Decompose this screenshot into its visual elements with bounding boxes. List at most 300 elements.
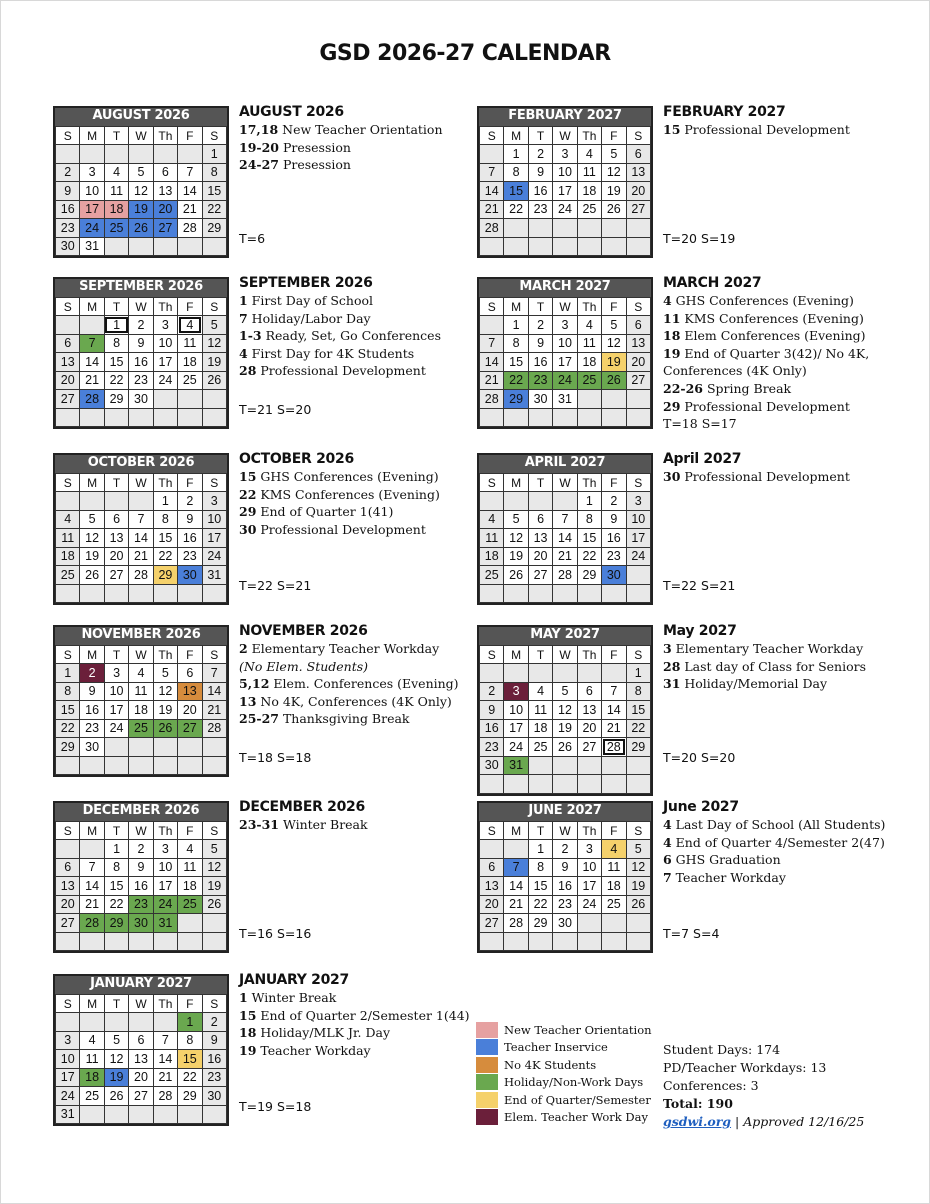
empty-cell: [104, 1105, 128, 1124]
weekday-header: Th: [153, 822, 177, 840]
empty-cell: [577, 756, 601, 775]
day-cell: 23: [528, 200, 552, 219]
empty-cell: [577, 914, 601, 933]
day-cell: 3: [202, 492, 226, 511]
day-cell: 1: [504, 145, 528, 164]
day-cell: 11: [577, 334, 601, 353]
day-cell: 16: [553, 877, 577, 896]
day-cell: 25: [480, 566, 504, 585]
day-cell: 17: [104, 701, 128, 720]
day-cell: 28: [129, 566, 153, 585]
day-cell: 27: [56, 390, 80, 409]
weekday-header: S: [56, 298, 80, 316]
day-cell: 3: [104, 664, 128, 683]
day-cell: 7: [153, 1031, 177, 1050]
note-date: 31: [663, 676, 681, 692]
day-cell: 23: [80, 719, 104, 738]
day-cell: 19: [602, 182, 626, 201]
month-totals: T=20 S=19: [663, 231, 736, 246]
day-cell: 10: [504, 701, 528, 720]
empty-cell: [80, 932, 104, 951]
note-date: 19-20: [239, 139, 279, 155]
weekday-header: F: [178, 127, 202, 145]
day-cell: 22: [178, 1068, 202, 1087]
note-text: First Day of School: [247, 293, 374, 308]
empty-cell: [504, 237, 528, 256]
weekday-header: W: [553, 822, 577, 840]
day-cell: 14: [202, 682, 226, 701]
note-date: 19: [239, 1042, 257, 1058]
day-cell: 13: [56, 353, 80, 372]
weekday-header: T: [528, 127, 552, 145]
day-cell: 23: [129, 895, 153, 914]
day-cell: 26: [129, 219, 153, 238]
empty-cell: [553, 408, 577, 427]
day-cell: 15: [104, 877, 128, 896]
day-cell: 9: [602, 510, 626, 529]
weekday-header: T: [104, 822, 128, 840]
note-date: 7: [239, 310, 248, 326]
day-cell: 28: [178, 219, 202, 238]
empty-cell: [80, 408, 104, 427]
notes-heading: May 2027: [663, 623, 737, 639]
day-cell: 24: [577, 895, 601, 914]
day-cell: 21: [129, 547, 153, 566]
month-totals: T=20 S=20: [663, 750, 736, 765]
weekday-header: S: [626, 127, 650, 145]
day-cell: 4: [577, 145, 601, 164]
note-text: New Teacher Orientation: [278, 122, 443, 137]
note-line: [663, 658, 903, 676]
day-cell: 12: [80, 529, 104, 548]
day-cell: 18: [104, 200, 128, 219]
day-cell: 17: [153, 353, 177, 372]
day-cell: 16: [129, 877, 153, 896]
day-cell: 26: [104, 1087, 128, 1106]
day-cell: 15: [202, 182, 226, 201]
note-text: Holiday/MLK Jr. Day: [256, 1025, 391, 1041]
note-text: Winter Break: [278, 817, 368, 832]
note-line: [239, 693, 479, 711]
empty-cell: [480, 145, 504, 164]
day-cell: 8: [178, 1031, 202, 1050]
day-cell: 16: [202, 1050, 226, 1069]
day-cell: 18: [129, 701, 153, 720]
day-cell: 29: [528, 914, 552, 933]
day-cell: 3: [504, 682, 528, 701]
day-cell: 17: [504, 719, 528, 738]
day-cell: 13: [178, 682, 202, 701]
note-line: [239, 468, 479, 486]
weekday-header: F: [178, 822, 202, 840]
legend-label: Holiday/Non-Work Days: [504, 1075, 644, 1090]
footer-line: [663, 1113, 864, 1131]
day-cell: 4: [178, 316, 202, 335]
day-cell: 9: [178, 510, 202, 529]
weekday-header: M: [80, 646, 104, 664]
empty-cell: [129, 408, 153, 427]
day-cell: 12: [202, 334, 226, 353]
day-cell: 23: [602, 547, 626, 566]
empty-cell: [577, 664, 601, 683]
note-text: Presession: [278, 139, 351, 155]
empty-cell: [202, 914, 226, 933]
day-cell: 4: [80, 1031, 104, 1050]
weekday-header: F: [602, 298, 626, 316]
empty-cell: [528, 775, 552, 794]
day-cell: 6: [626, 145, 650, 164]
note-date: 11: [663, 310, 681, 326]
note-line: [663, 869, 903, 887]
empty-cell: [178, 408, 202, 427]
legend-item: [476, 1091, 656, 1109]
day-cell: 22: [528, 895, 552, 914]
day-cell: 31: [553, 390, 577, 409]
day-cell: 30: [553, 914, 577, 933]
empty-cell: [129, 1013, 153, 1032]
day-cell: 29: [104, 390, 128, 409]
day-cell: 26: [202, 895, 226, 914]
month-calendar-feb: [477, 106, 653, 258]
empty-cell: [626, 775, 650, 794]
empty-cell: [626, 932, 650, 951]
month-notes-may: [663, 623, 903, 693]
weekday-header: Th: [153, 646, 177, 664]
day-cell: 30: [602, 566, 626, 585]
day-cell: 9: [129, 334, 153, 353]
empty-cell: [178, 932, 202, 951]
day-cell: 6: [56, 334, 80, 353]
day-cell: 12: [153, 682, 177, 701]
day-cell: 12: [104, 1050, 128, 1069]
note-line: [239, 1007, 479, 1025]
day-cell: 14: [153, 1050, 177, 1069]
weekday-header: W: [129, 474, 153, 492]
day-cell: 28: [480, 219, 504, 238]
weekday-header: Th: [577, 822, 601, 840]
note-date: 4: [239, 345, 248, 361]
day-cell: 22: [626, 719, 650, 738]
day-cell: 23: [178, 547, 202, 566]
month-calendar-jun: [477, 801, 653, 953]
weekday-header: W: [129, 298, 153, 316]
day-cell: 14: [80, 877, 104, 896]
note-date: 18: [663, 328, 681, 344]
day-cell: 19: [129, 200, 153, 219]
note-date: 22-26: [663, 380, 703, 396]
weekday-header: S: [626, 298, 650, 316]
day-cell: 21: [202, 701, 226, 720]
note-date: 18: [239, 1025, 257, 1041]
month-notes-aug: [239, 104, 479, 174]
note-date: 30: [239, 521, 257, 537]
empty-cell: [178, 914, 202, 933]
note-text: End of Quarter 2/Semester 1(44): [256, 1007, 470, 1023]
note-date: 3: [663, 641, 672, 656]
website-link[interactable]: gsdwi.org: [663, 1114, 732, 1129]
day-cell: 5: [602, 316, 626, 335]
day-cell: 31: [80, 237, 104, 256]
day-cell: 12: [602, 163, 626, 182]
day-cell: 17: [202, 529, 226, 548]
day-cell: 4: [528, 682, 552, 701]
empty-cell: [504, 664, 528, 683]
day-cell: 31: [202, 566, 226, 585]
day-cell: 21: [602, 719, 626, 738]
day-cell: 7: [602, 682, 626, 701]
day-cell: 8: [504, 334, 528, 353]
empty-cell: [80, 1013, 104, 1032]
day-cell: 1: [104, 316, 128, 335]
day-cell: 29: [104, 914, 128, 933]
empty-cell: [480, 932, 504, 951]
weekday-header: F: [602, 474, 626, 492]
weekday-header: W: [129, 822, 153, 840]
weekday-header: F: [602, 822, 626, 840]
month-calendar-nov: [53, 625, 229, 777]
weekday-header: S: [56, 127, 80, 145]
weekday-header: W: [129, 127, 153, 145]
note-line: [239, 658, 479, 676]
empty-cell: [480, 237, 504, 256]
day-cell: 1: [56, 664, 80, 683]
empty-cell: [129, 1105, 153, 1124]
empty-cell: [153, 1013, 177, 1032]
day-cell: 27: [153, 219, 177, 238]
day-cell: 13: [129, 1050, 153, 1069]
day-cell: 18: [480, 547, 504, 566]
day-cell: 19: [504, 547, 528, 566]
pd-days: PD/Teacher Workdays: 13: [663, 1060, 827, 1075]
month-totals: T=18 S=18: [239, 750, 312, 765]
day-cell: 16: [480, 719, 504, 738]
note-italic: (No Elem. Students): [239, 658, 369, 674]
empty-cell: [528, 756, 552, 775]
note-text: KMS Conferences (Evening): [256, 486, 440, 502]
day-cell: 16: [80, 701, 104, 720]
note-text: Holiday/Memorial Day: [680, 676, 828, 692]
note-text: Professional Development: [680, 398, 850, 414]
note-text: End of Quarter 3(42)/ No 4K,: [680, 345, 870, 361]
note-date: 22: [239, 486, 257, 502]
day-cell: 7: [80, 858, 104, 877]
note-line: [663, 362, 903, 380]
day-cell: 21: [504, 895, 528, 914]
empty-cell: [56, 316, 80, 335]
note-date: 1: [239, 293, 248, 308]
note-line: [239, 989, 479, 1007]
day-cell: 1: [626, 664, 650, 683]
legend-label: New Teacher Orientation: [504, 1022, 652, 1037]
month-name: NOVEMBER 2026: [55, 627, 227, 645]
empty-cell: [178, 390, 202, 409]
day-cell: 9: [202, 1031, 226, 1050]
notes-heading: OCTOBER 2026: [239, 451, 354, 467]
month-notes-sep: [239, 275, 479, 380]
day-cell: 16: [602, 529, 626, 548]
note-date: 4: [663, 817, 672, 832]
day-cell: 26: [626, 895, 650, 914]
day-cell: 10: [577, 858, 601, 877]
day-cell: 20: [56, 895, 80, 914]
empty-cell: [602, 914, 626, 933]
empty-cell: [528, 237, 552, 256]
day-cell: 30: [178, 566, 202, 585]
month-notes-dec: [239, 799, 479, 834]
empty-cell: [480, 775, 504, 794]
day-cell: 13: [528, 529, 552, 548]
day-cell: 8: [56, 682, 80, 701]
day-cell: 20: [56, 371, 80, 390]
day-cell: 25: [104, 219, 128, 238]
day-cell: 30: [528, 390, 552, 409]
weekday-header: S: [202, 995, 226, 1013]
day-cell: 6: [480, 858, 504, 877]
weekday-header: W: [553, 474, 577, 492]
empty-cell: [626, 237, 650, 256]
day-cell: 22: [504, 371, 528, 390]
day-cell: 25: [528, 738, 552, 757]
day-cell: 15: [178, 1050, 202, 1069]
day-cell: 13: [480, 877, 504, 896]
note-date: 28: [239, 363, 257, 379]
day-cell: 1: [577, 492, 601, 511]
note-text: Holiday/Labor Day: [247, 310, 371, 326]
day-cell: 25: [178, 895, 202, 914]
note-text: Elementary Teacher Workday: [247, 641, 440, 656]
note-line: [663, 345, 903, 363]
note-text: Presession: [278, 157, 351, 173]
weekday-header: T: [104, 127, 128, 145]
note-text: End of Quarter 4/Semester 2(47): [671, 834, 885, 850]
day-cell: 12: [202, 858, 226, 877]
empty-cell: [553, 237, 577, 256]
weekday-header: M: [80, 474, 104, 492]
day-cell: 26: [153, 719, 177, 738]
day-cell: 15: [528, 877, 552, 896]
day-cell: 25: [577, 371, 601, 390]
note-line: [239, 503, 479, 521]
day-cell: 28: [202, 719, 226, 738]
weekday-header: S: [202, 474, 226, 492]
note-text: First Day for 4K Students: [247, 345, 415, 361]
day-cell: 26: [602, 200, 626, 219]
weekday-header: T: [528, 474, 552, 492]
day-cell: 12: [626, 858, 650, 877]
empty-cell: [178, 584, 202, 603]
weekday-header: W: [553, 127, 577, 145]
month-calendar-dec: [53, 801, 229, 953]
month-totals: T=22 S=21: [239, 578, 312, 593]
day-cell: 19: [602, 353, 626, 372]
day-cell: 20: [129, 1068, 153, 1087]
note-text: Elem. Conferences (Evening): [269, 676, 459, 692]
note-date: 2: [239, 641, 248, 656]
day-cell: 16: [528, 353, 552, 372]
empty-cell: [577, 408, 601, 427]
day-cell: 25: [129, 719, 153, 738]
empty-cell: [80, 584, 104, 603]
day-cell: 7: [553, 510, 577, 529]
weekday-header: S: [202, 298, 226, 316]
empty-cell: [504, 408, 528, 427]
day-cell: 26: [504, 566, 528, 585]
empty-cell: [528, 408, 552, 427]
legend-item: [476, 1056, 656, 1074]
day-cell: 20: [577, 719, 601, 738]
day-cell: 25: [178, 371, 202, 390]
day-cell: 20: [104, 547, 128, 566]
weekday-header: S: [56, 995, 80, 1013]
note-line: [239, 310, 479, 328]
month-notes-nov: [239, 623, 479, 728]
note-date: 25-27: [239, 711, 279, 727]
month-calendar-may: [477, 625, 653, 796]
empty-cell: [129, 584, 153, 603]
empty-cell: [56, 756, 80, 775]
empty-cell: [178, 756, 202, 775]
weekday-header: T: [104, 474, 128, 492]
month-calendar-oct: [53, 453, 229, 605]
empty-cell: [153, 584, 177, 603]
legend-item: [476, 1021, 656, 1039]
weekday-header: S: [202, 646, 226, 664]
day-cell: 10: [80, 182, 104, 201]
month-calendar-mar: [477, 277, 653, 429]
day-cell: 10: [153, 334, 177, 353]
day-cell: 27: [626, 200, 650, 219]
weekday-header: S: [626, 822, 650, 840]
day-cell: 3: [553, 316, 577, 335]
month-totals: T=22 S=21: [663, 578, 736, 593]
conferences-count: Conferences: 3: [663, 1078, 759, 1093]
weekday-header: Th: [153, 995, 177, 1013]
empty-cell: [626, 756, 650, 775]
empty-cell: [626, 584, 650, 603]
legend-label: Elem. Teacher Work Day: [504, 1110, 648, 1125]
day-cell: 2: [178, 492, 202, 511]
empty-cell: [528, 932, 552, 951]
empty-cell: [104, 1013, 128, 1032]
note-text: Teacher Workday: [256, 1042, 371, 1058]
legend-item: [476, 1109, 656, 1127]
note-text: Ready, Set, Go Conferences: [261, 328, 441, 344]
day-cell: 24: [553, 371, 577, 390]
note-date: 17,18: [239, 122, 279, 137]
weekday-header: S: [626, 474, 650, 492]
empty-cell: [504, 492, 528, 511]
day-cell: 21: [553, 547, 577, 566]
empty-cell: [602, 237, 626, 256]
day-cell: 8: [104, 334, 128, 353]
empty-cell: [602, 408, 626, 427]
day-cell: 4: [577, 316, 601, 335]
empty-cell: [602, 219, 626, 238]
day-cell: 28: [153, 1087, 177, 1106]
day-cell: 15: [104, 353, 128, 372]
day-cell: 9: [528, 334, 552, 353]
total-days: Total: 190: [663, 1096, 733, 1111]
day-cell: 10: [553, 163, 577, 182]
day-cell: 24: [104, 719, 128, 738]
empty-cell: [480, 408, 504, 427]
note-line: [239, 1042, 479, 1060]
empty-cell: [626, 566, 650, 585]
day-cell: 15: [504, 353, 528, 372]
day-cell: 24: [504, 738, 528, 757]
note-date: 15: [663, 122, 681, 137]
empty-cell: [553, 775, 577, 794]
